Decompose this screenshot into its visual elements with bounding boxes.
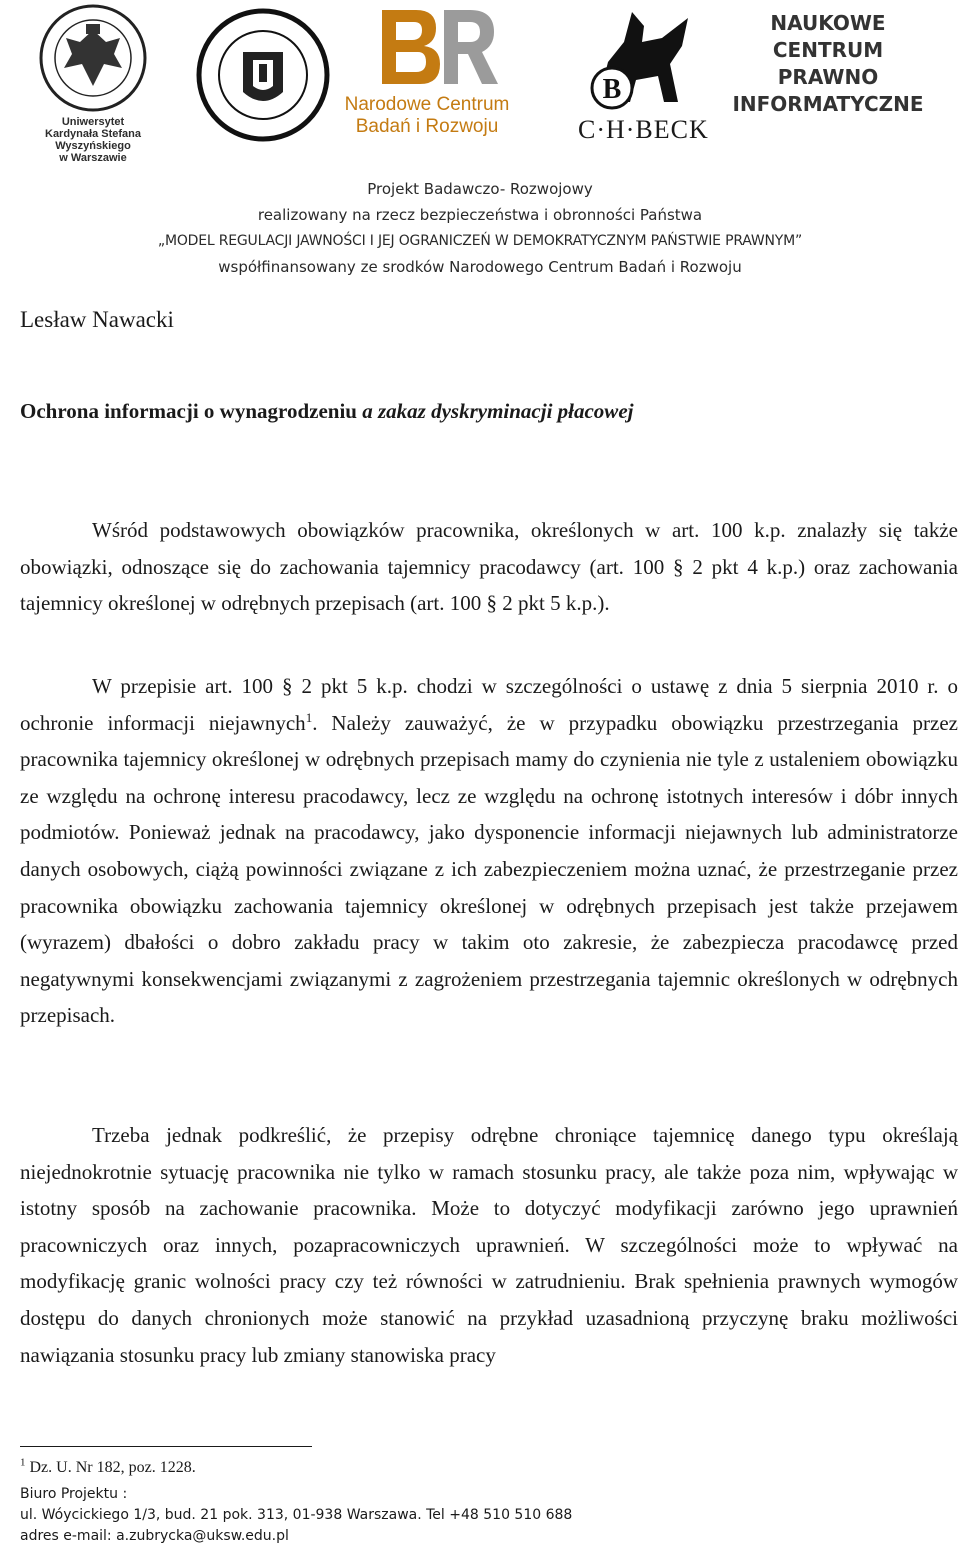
- uwr-logo: [196, 2, 330, 148]
- document-title: [20, 399, 633, 424]
- uksw-caption-line2: Kardynała Stefana Wyszyńskiego: [45, 128, 141, 152]
- paragraph-1: [20, 512, 958, 622]
- svg-text:B: B: [602, 74, 622, 105]
- uksw-caption-line1: Uniwersytet: [61, 116, 125, 128]
- paragraph-2-rest: . Należy zauważyć, że w przypadku obowiązku przestrzegania przez pracownika tajemnicy określonej w odrębnych przepisach mamy do czynienia nie tyle z ustaleniem obowiązku ze względu na ochronę interesu pracodawcy, lecz ze względu na ochronę istotnych interesów i dóbr innych podmiotów. Ponieważ jednak na pracodawcy, jako dysponencie informacji niejawnych lub administratorze danych osobowych, ciążą powinności związane z ich zabezpieczeniem można uznać, że przestrzeganie przez pracownika obowiązku zachowania tajemnicy określonej w odrębnych przepisach jest także przejawem (wyrazem) dbałości o dobro zakładu pracy w takim oto zakresie, że zabezpiecza pracodawcę przed negatywnymi konsekwencjami związanymi z zagrożeniem przestrzegania tajemnic określonych w odrębnych przepisach.: [20, 710, 958, 1028]
- ncbr-caption-line1: Narodowe Centrum: [344, 94, 510, 115]
- griffin-icon: [578, 2, 708, 114]
- title-plain: Ochrona informacji o wynagrodzeniu: [20, 399, 363, 423]
- footer-address: ul. Wóycickiego 1/3, bud. 21 pok. 313, 01-938 Warszawa. Tel +48 510 510 688: [20, 1507, 573, 1523]
- footer-email: adres e-mail: a.zubrycka@uksw.edu.pl: [20, 1528, 289, 1544]
- beck-caption: C·H·BECK: [578, 115, 709, 144]
- ncpi-line1: NAUKOWE: [770, 11, 886, 35]
- ncbr-caption-line2: Badań i Rozwoju: [355, 116, 499, 137]
- ncpi-line3: PRAWNO: [777, 65, 879, 89]
- footnote-ref-1[interactable]: 1: [305, 709, 313, 725]
- ncbr-logo: [342, 2, 512, 148]
- footnote-number: 1: [20, 1456, 26, 1469]
- uksw-logo: [6, 2, 180, 164]
- page-footer: [20, 1484, 572, 1547]
- uksw-seal-icon: [6, 2, 180, 114]
- project-header: [0, 176, 960, 280]
- beck-logo: [578, 2, 708, 148]
- paragraph-3-text: Trzeba jednak podkreślić, że przepisy odrębne chroniące tajemnicę danego typu określają niejednokrotnie sytuację pracownika nie tylko w ramach stosunku pracy, ale także poza nim, wpływając w istotny sposób na zachowanie pracownika. Może to dotyczyć modyfikacji zarówno jego uprawnień pracowniczych oraz innych, pozapracowniczych uprawnień. W szczególności może to wpływać na modyfikację granic wolności pracy czy też równości w zatrudnieniu. Brak spełnienia prawnych wymogów dostępu do danych chronionych może stanowić na przykład uzasadnioną przyczynę braku możliwości nawiązania stosunku pracy lub zmiany stanowiska pracy: [20, 1123, 958, 1367]
- footnote-divider: [20, 1446, 312, 1447]
- paragraph-2-start: W przepisie art. 100 § 2 pkt 5 k.p. chodzi w szczególności o ustawę z dnia 5 sierpnia 2010 r. o ochronie informacji niejawnych: [20, 674, 958, 735]
- project-title: „MODEL REGULACJI JAWNOŚCI I JEJ OGRANICZEŃ W DEMOKRATYCZNYM PAŃSTWIE PRAWNYM”: [157, 233, 803, 249]
- project-line1: Projekt Badawczo- Rozwojowy: [367, 180, 593, 198]
- project-funding: współfinansowany ze srodków Narodowego Centrum Badań i Rozwoju: [218, 258, 742, 276]
- ncbr-mark-icon: [342, 2, 512, 92]
- project-line2: realizowany na rzecz bezpieczeństwa i obronności Państwa: [257, 206, 703, 224]
- paragraph-2-text: [20, 668, 958, 1034]
- uksw-caption-line3: w Warszawie: [59, 152, 127, 164]
- ncpi-line4: INFORMATYCZNE: [732, 92, 924, 116]
- title-italic: a zakaz dyskryminacji płacowej: [362, 399, 634, 423]
- footnote-1: [20, 1456, 196, 1477]
- uwr-seal-icon: [196, 2, 330, 148]
- logo-header: [0, 0, 960, 164]
- paragraph-3: [20, 1117, 958, 1373]
- ncpi-logo: [728, 10, 928, 130]
- footer-office: Biuro Projektu :: [20, 1486, 128, 1502]
- footnote-text: Dz. U. Nr 182, poz. 1228.: [25, 1459, 196, 1476]
- paragraph-2: [20, 668, 958, 1034]
- ncpi-line2: CENTRUM: [772, 38, 884, 62]
- paragraph-1-text: Wśród podstawowych obowiązków pracownika, określonych w art. 100 k.p. znalazły się także obowiązki, odnoszące się do zachowania tajemnicy pracodawcy (art. 100 § 2 pkt 4 k.p.) oraz zachowania tajemnicy określonej w odrębnych przepisach (art. 100 § 2 pkt 5 k.p.).: [20, 518, 958, 616]
- author-name: Lesław Nawacki: [20, 307, 174, 332]
